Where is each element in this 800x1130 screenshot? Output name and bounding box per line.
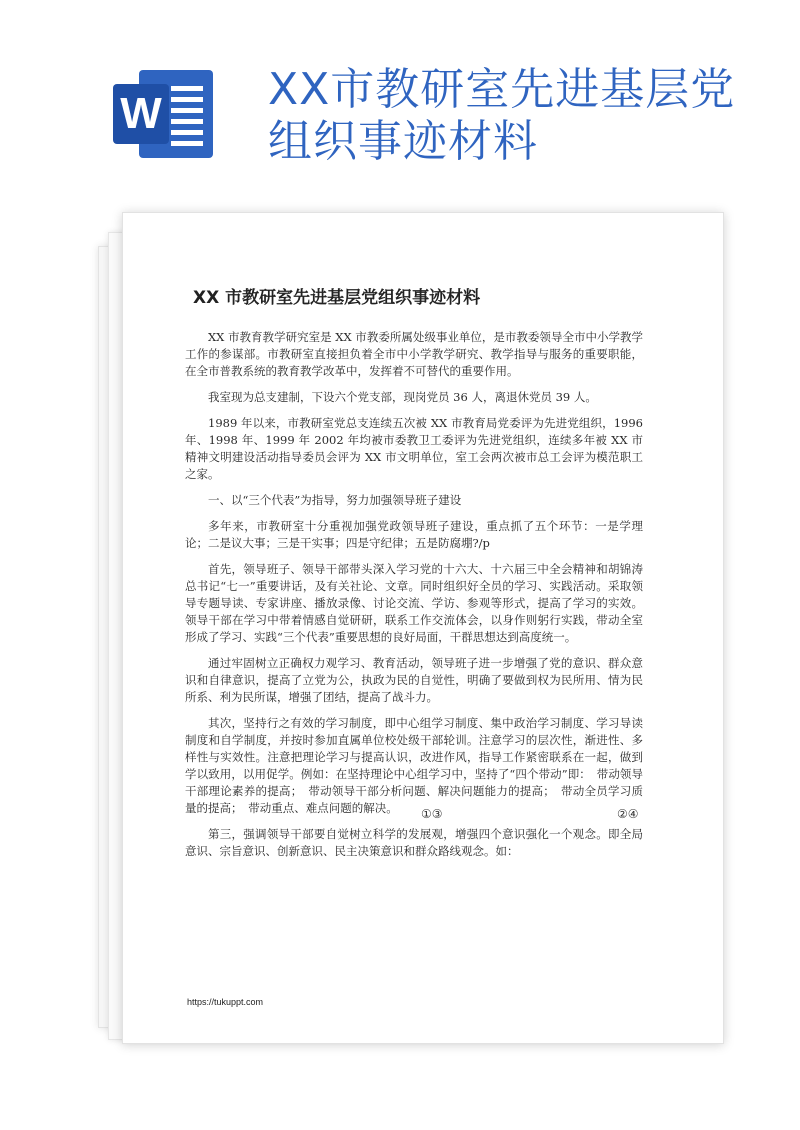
- section-heading-1: 一、以“三个代表”为指导，努力加强领导班子建设: [208, 493, 462, 507]
- paragraph-7: 其次，坚持行之有效的学习制度，即中心组学习制度、集中政治学习制度、学习导读制度和自学制度，并按时参加直属单位校处级干部轮训。注意学习的层次性，渐进性、多样性与实效性。注意把理论学习与提高认识，改进作风，指导工作紧密联系在一起，做到学以致用，以用促学。例如：在坚持理论中心组学习中，坚持了“四个带动”即： 带动领导干部理论素养的提高； 带动领导干部分析问题、解决问题能力的提高； 带动全员学习质量的提高； 带动重点、难点问题的解决。: [185, 716, 643, 815]
- word-app-icon: [113, 70, 213, 158]
- paragraph-1: XX 市教育教学研究室是 XX 市教委所属处级事业单位，是市教委领导全市中小学教学工作的参谋部。市教研室直接担负着全市中小学教学研究、教学指导与服务的重要职能，在全市普教系统的教育教学改革中，发挥着不可替代的重要作用。: [185, 330, 643, 378]
- paragraph-5: 首先，领导班子、领导干部带头深入学习党的十六大、十六届三中全会精神和胡锦涛总书记“七一”重要讲话，及有关社论、文章。同时组织好全员的学习、实践活动。采取领导专题导读、专家讲座、播放录像、讨论交流、学访、参观等形式，提高了学习的实效。领导干部在学习中带着情感自觉研研，联系工作交流体会，以身作则躬行实践，带动全室形成了学习、实践“三个代表”重要思想的良好局面，干群思想达到高度统一。: [185, 562, 643, 644]
- paragraph-6: 通过牢固树立正确权力观学习、教育活动，领导班子进一步增强了党的意识、群众意识和自律意识，提高了立党为公，执政为民的自觉性，明确了要做到权为民所用、情为民所系、利为民所谋，增强了团结，提高了战斗力。: [185, 656, 643, 704]
- footer-link[interactable]: https://tukuppt.com: [187, 997, 264, 1007]
- paragraph-3: 1989 年以来，市教研室党总支连续五次被 XX 市教育局党委评为先进党组织，1996 年、1998 年、1999 年 2002 年均被市委教卫工委评为先进党组织，连续多年被 XX 市精神文明建设活动指导委员会评为 XX 市文明单位，室工会两次被市总工会评为模范职工之家。: [185, 416, 643, 481]
- paragraph-8: 第三，强调领导干部要自觉树立科学的发展观，增强四个意识强化一个观念。即全局意识、宗旨意识、创新意识、民主决策意识和群众路线观念。如：: [185, 827, 643, 858]
- circled-number-marks: ①③: [421, 807, 443, 821]
- paragraph-4: 多年来，市教研室十分重视加强党政领导班子建设，重点抓了五个环节：一是学理论；二是议大事；三是干实事；四是守纪律；五是防腐堋?/p: [185, 519, 643, 550]
- document-title: XX 市教研室先进基层党组织事迹材料: [193, 288, 481, 308]
- circled-number-marks-right: ②④: [617, 807, 639, 821]
- paragraph-2: 我室现为总支建制，下设六个党支部，现岗党员 36 人，离退休党员 39 人。: [208, 390, 597, 404]
- document-body: [185, 329, 643, 869]
- document-page: [122, 212, 724, 1044]
- word-letter-badge: W: [113, 84, 169, 144]
- cover-title: XX市教研室先进基层党组织事迹材料: [268, 64, 736, 167]
